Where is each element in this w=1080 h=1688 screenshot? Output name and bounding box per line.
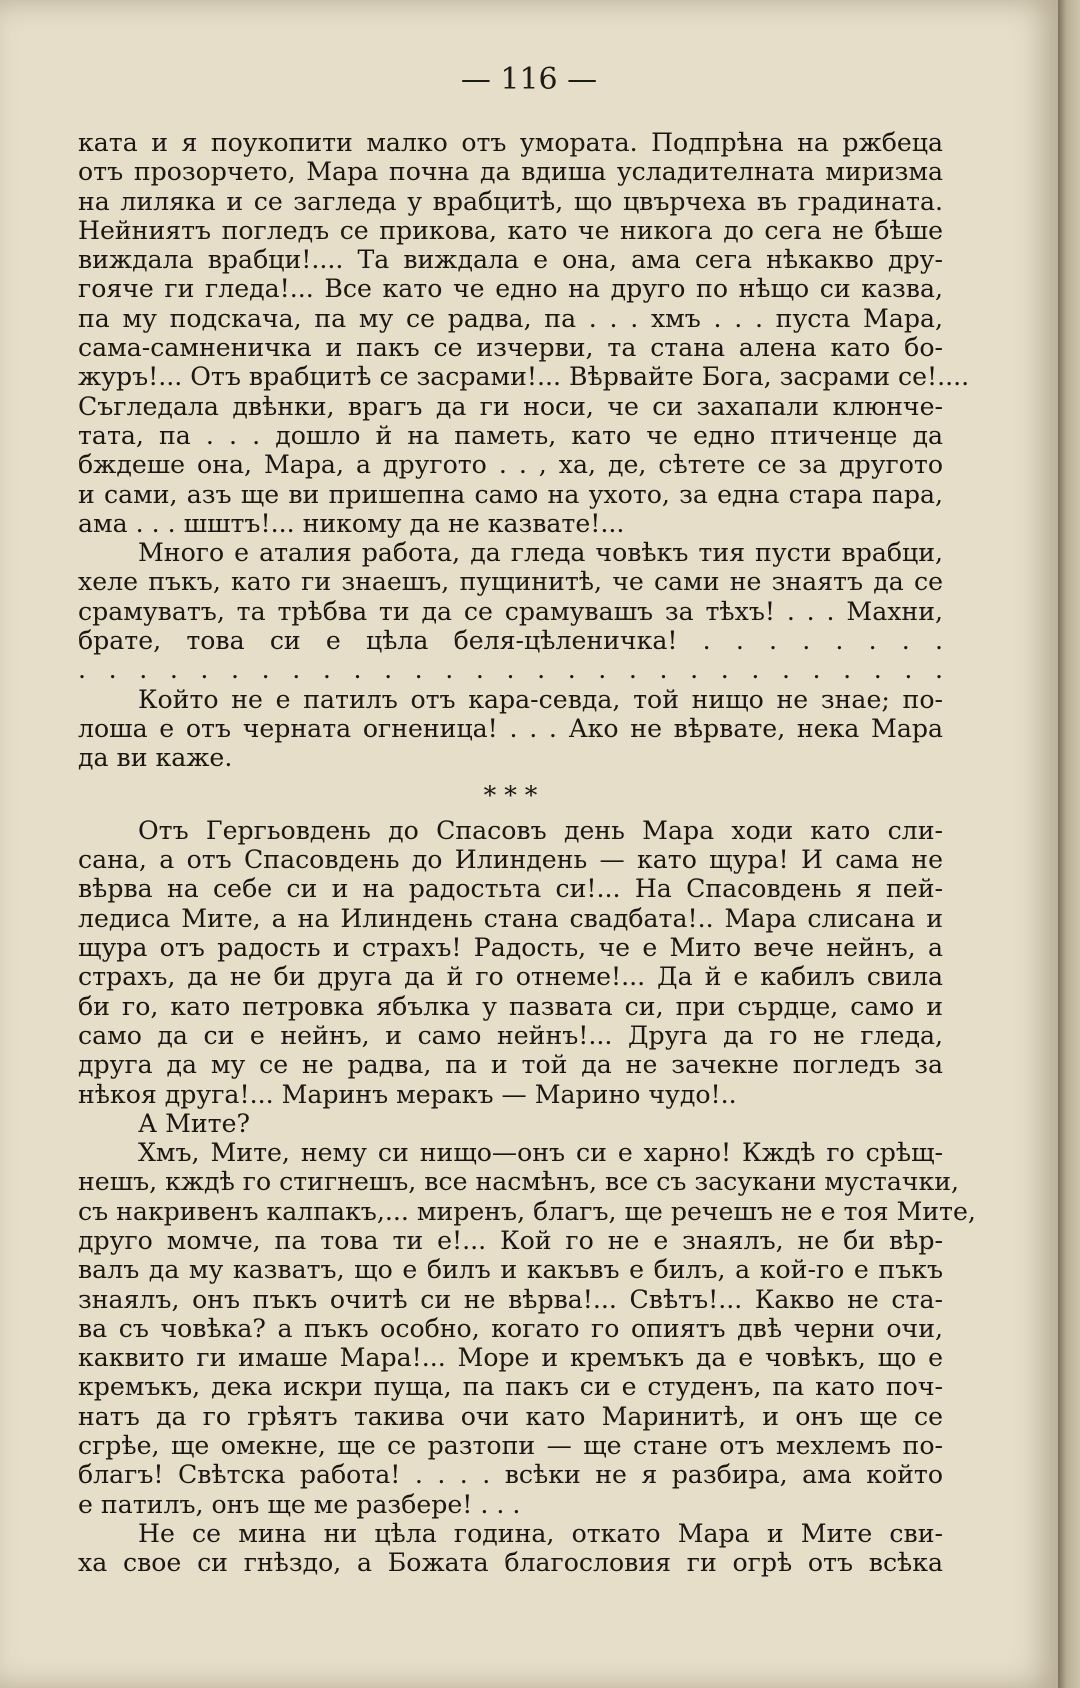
text-line: ама . . . шштъ!... никому да не казвате!...	[78, 508, 625, 538]
text-line: ва съ човѣка? а пъкъ особно, когато го опиятъ двѣ черни очи,	[78, 1313, 943, 1343]
text-line: и сами, азъ ще ви пришепна само на ухото, за една стара пара,	[78, 479, 943, 509]
dotted-line: . . . . . . . . . . . . . . . . . . . . . . . . . . . . .	[78, 655, 943, 685]
text-line: съ накривенъ калпакъ,... миренъ, благъ, ще речешъ не е тоя Мите,	[78, 1196, 976, 1226]
text-line: натъ да го грѣятъ такива очи като Маринитѣ, и онъ ще се	[78, 1401, 943, 1431]
text-line: каквито ги имаше Мара!... Море и кремъкъ да е човѣкъ, що е	[78, 1343, 943, 1373]
text-line: сгрѣе, ще омекне, ще се разтопи — ще стане отъ мехлемъ по-	[78, 1431, 943, 1461]
text-line: сама-самненичка и пакъ се изчерви, та стана алена като бо-	[78, 333, 943, 363]
text-line: благъ! Свѣтска работа! . . . . всѣки не я разбира, ама който	[78, 1460, 943, 1490]
text-line: Съгледала двѣнки, врагъ да ги носи, че си захапали клюнче-	[78, 391, 943, 421]
text-line: хеле пъкъ, като ги знаешъ, пущинитѣ, че сами не знаятъ да се	[78, 567, 943, 597]
text-line: само да си е нейнъ, и само нейнъ!... Друга да го не гледа,	[78, 1020, 943, 1050]
text-line: лоша е отъ черната огненица! . . . Ако не вѣрвате, нека Мара	[78, 713, 943, 743]
text-line: вѣрва на себе си и на радостьта си!... На Спасовдень я пей-	[78, 874, 943, 904]
paragraph-4	[78, 816, 943, 1109]
text-line: срамуватъ, та трѣбва ти да се срамувашъ за тѣхъ! . . . Махни,	[78, 596, 943, 626]
text-line: виждала врабци!.... Та виждала е она, ама сега нѣкакво дру-	[78, 245, 943, 275]
text-line: сана, а отъ Спасовдень до Илиндень — като щура! И сама не	[78, 845, 943, 875]
paragraph-5	[78, 1109, 943, 1138]
text-line: ледиса Мите, а на Илиндень стана свадбата!.. Мара слисана и	[78, 903, 943, 933]
text-line: Хмъ, Мите, нему си нищо—онъ си е харно! Кждѣ го срѣщ-	[138, 1138, 943, 1168]
text-line: брате, това си е цѣла беля-цѣленичка! . . . . . . . .	[78, 626, 943, 656]
text-line: валъ да му казватъ, що е билъ и какъвъ е билъ, а кой-го е пъкъ	[78, 1255, 943, 1285]
page-number: — 116 —	[460, 62, 598, 97]
text-line: нѣкоя друга!... Маринъ меракъ — Марино чудо!..	[78, 1079, 737, 1109]
paragraph-2	[78, 538, 943, 684]
text-line: Много е аталия работа, да гледа човѣкъ тия пусти врабци,	[138, 538, 943, 568]
page-gutter-edge	[1058, 0, 1080, 1688]
text-line: кремъкъ, дека искри пуща, па пакъ си е студенъ, па като поч-	[78, 1372, 943, 1402]
text-line: страхъ, да не би друга да й го отнеме!... Да й е кабилъ свила	[78, 962, 943, 992]
paragraph-7	[78, 1519, 943, 1578]
text-line: щура отъ радость и страхъ! Радость, че е Мито вече нейнъ, а	[78, 933, 943, 963]
text-line: Отъ Гергьовдень до Спасовъ день Мара ходи като сли-	[138, 815, 943, 845]
text-line: па му подскача, па му се радва, па . . . хмъ . . . пуста Мара,	[78, 303, 943, 333]
text-line: журъ!... Отъ врабцитѣ се засрами!... Вѣрвайте Бога, засрами се!....	[78, 362, 970, 392]
text-line: е патилъ, онъ ще ме разбере! . . .	[78, 1489, 521, 1519]
paragraph-6	[78, 1138, 976, 1519]
text-line: би го, като петровка ябълка у пазвата си, при сърдце, само и	[78, 991, 943, 1021]
text-line: нешъ, кждѣ го стигнешъ, все насмѣнъ, все съ засукани мустачки,	[78, 1167, 960, 1197]
text-line: да ви каже.	[78, 743, 233, 773]
text-line: ха свое си гнѣздо, а Божата благословия ги огрѣ отъ всѣка	[78, 1548, 943, 1578]
text-line: А Мите?	[138, 1108, 251, 1138]
text-line: отъ прозорчето, Мара почна да вдиша усладителната миризма	[78, 157, 943, 187]
text-line: на лиляка и се загледа у врабцитѣ, що цвърчеха въ градината.	[78, 186, 943, 216]
text-line: Който не е патилъ отъ кара-севда, той нищо не знае; по-	[138, 684, 943, 714]
text-line: Не се мина ни цѣла година, откато Мара и Мите сви-	[138, 1518, 943, 1548]
body-text	[78, 128, 976, 1578]
paragraph-1	[78, 128, 970, 538]
text-line: знаялъ, онъ пъкъ очитѣ си не вѣрва!... Свѣтъ!... Какво не ста-	[78, 1284, 943, 1314]
text-line: бждеше она, Мара, а другото . . , ха, де, сѣтете се за другото	[78, 450, 943, 480]
text-line: Нейниятъ погледъ се прикова, като че никога до сега не бѣше	[78, 215, 943, 245]
text-line: друга да му се не радва, па и той да не зачекне погледъ за	[78, 1050, 943, 1080]
paragraph-3	[78, 685, 943, 773]
text-line: друго момче, па това ти е!... Кой го не е знаялъ, не би вѣр-	[78, 1225, 943, 1255]
text-line: тата, па . . . дошло й на паметь, като че едно птиченце да	[78, 420, 943, 450]
text-line: ката и я поукопити малко отъ умората. Подпрѣна на ржбеца	[78, 128, 943, 157]
text-line: гояче ги гледа!... Все като че едно на друго по нѣщо си казва,	[78, 274, 943, 304]
section-separator: * * *	[483, 780, 538, 810]
